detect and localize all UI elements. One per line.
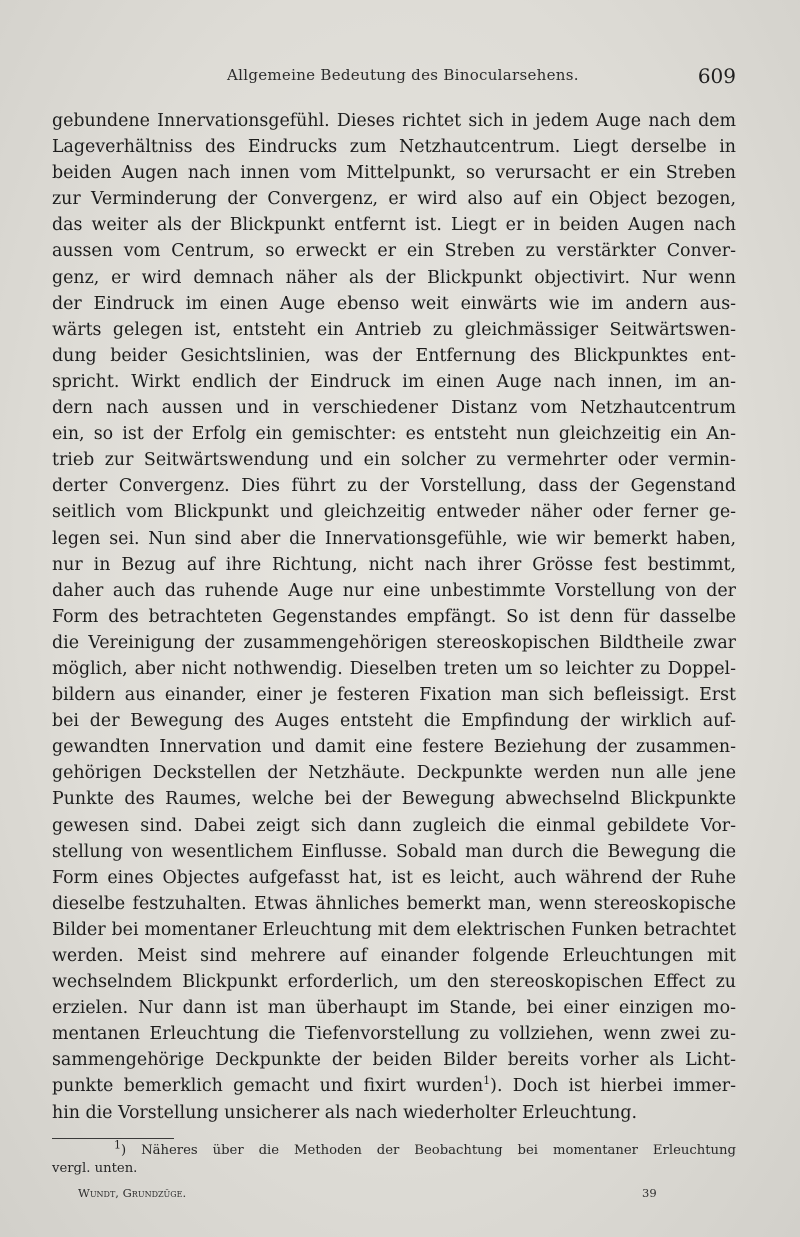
text-line: bildern aus einander, einer je festeren Fixation man sich befleissigt. Erst [52,685,736,706]
text-line: die Vereinigung der zusammengehörigen stereoskopischen Bildtheile zwar [52,632,736,653]
footnote-line: vergl. unten. [52,1161,138,1176]
text-line: erzielen. Nur dann ist man überhaupt im Stande, bei einer einzigen mo- [52,998,736,1019]
footnote-text: ) Näheres über die Methoden der Beobachtung bei momentaner Erleuchtung [121,1143,736,1158]
text-line-with-footnote-ref [52,1073,736,1099]
text-line: Form des betrachteten Gegenstandes empfängt. So ist denn für dasselbe [52,606,736,627]
text-line: nur in Bezug auf ihre Richtung, nicht nach ihrer Grösse fest bestimmt, [52,554,736,575]
text-line: der Eindruck im einen Auge ebenso weit einwärts wie im andern aus- [52,293,736,314]
text-line: gewesen sind. Dabei zeigt sich dann zugleich die einmal gebildete Vor- [52,815,736,836]
page-footer [52,1186,736,1206]
text-line: dung beider Gesichtslinien, was der Entfernung des Blickpunktes ent- [52,345,736,366]
text-line-head: punkte bemerklich gemacht und fixirt wurden [52,1076,484,1097]
text-line: gewandten Innervation und damit eine festere Beziehung der zusammen- [52,737,736,758]
text-line: spricht. Wirkt endlich der Eindruck im einen Auge nach innen, im an- [52,371,736,392]
text-line: Lageverhältniss des Eindrucks zum Netzhautcentrum. Liegt derselbe in [52,137,736,158]
text-line: wechselndem Blickpunkt erforderlich, um den stereoskopischen Effect zu [52,972,736,993]
text-line-tail: ). Doch ist hierbei immer- [490,1076,736,1097]
text-line-last: hin die Vorstellung unsicherer als nach wiederholter Erleuchtung. [52,1102,638,1123]
text-line: beiden Augen nach innen vom Mittelpunkt, so verursacht er ein Streben [52,163,736,184]
text-line: mentanen Erleuchtung die Tiefenvorstellung zu vollziehen, wenn zwei zu- [52,1024,736,1045]
text-line: zur Verminderung der Convergenz, er wird also auf ein Object bezogen, [52,189,736,210]
text-line: möglich, aber nicht nothwendig. Dieselben treten um so leichter zu Doppel- [52,658,736,679]
footnote [52,1138,736,1178]
page-number: 609 [697,64,736,88]
footnote-reference[interactable]: 1 [483,1074,491,1088]
text-line: trieb zur Seitwärtswendung und ein solcher zu vermehrter oder vermin- [52,450,736,471]
page-header [52,64,736,94]
text-line: werden. Meist sind mehrere auf einander folgende Erleuchtungen mit [52,946,736,966]
running-title: Allgemeine Bedeutung des Binocularsehens. [227,66,579,84]
footnote-divider [52,1138,174,1139]
text-line: gehörigen Deckstellen der Netzhäute. Deckpunkte werden nun alle jene [52,763,736,784]
text-line: stellung von wesentlichem Einflusse. Sobald man durch die Bewegung die [52,841,736,862]
text-line: daher auch das ruhende Auge nur eine unbestimmte Vorstellung von der [52,580,736,601]
text-line: wärts gelegen ist, entsteht ein Antrieb zu gleichmässiger Seitwärtswen- [52,319,736,340]
text-line: genz, er wird demnach näher als der Blickpunkt objectivirt. Nur wenn [52,267,736,288]
text-line: dern nach aussen und in verschiedener Distanz vom Netzhautcentrum [52,398,736,419]
footnote-marker: 1 [114,1138,121,1152]
text-line: bei der Bewegung des Auges entsteht die Empfindung der wirklich auf- [52,711,736,732]
text-line: Punkte des Raumes, welche bei der Bewegung abwechselnd Blickpunkte [52,789,736,810]
text-line: legen sei. Nun sind aber die Innervationsgefühle, wie wir bemerkt haben, [52,528,736,549]
text-line: gebundene Innervationsgefühl. Dieses richtet sich in jedem Auge nach dem [52,111,736,131]
text-line: seitlich vom Blickpunkt und gleichzeitig entweder näher oder ferner ge- [52,502,736,523]
text-line: derter Convergenz. Dies führt zu der Vorstellung, dass der Gegenstand [52,476,736,497]
text-line: Form eines Objectes aufgefasst hat, ist es leicht, auch während der Ruhe [52,867,736,888]
text-line: sammengehörige Deckpunkte der beiden Bilder bereits vorher als Licht- [52,1050,736,1071]
text-line: dieselbe festzuhalten. Etwas ähnliches bemerkt man, wenn stereoskopische [52,893,736,914]
footnote-line [52,1138,736,1160]
body-text [52,108,736,1126]
text-line: aussen vom Centrum, so erweckt er ein Streben zu verstärkter Conver- [52,241,736,262]
footer-signature: 39 [642,1186,657,1200]
text-line: Bilder bei momentaner Erleuchtung mit dem elektrischen Funken betrachtet [52,919,736,940]
text-line: das weiter als der Blickpunkt entfernt ist. Liegt er in beiden Augen nach [52,215,736,236]
footer-author-title: Wundt, Grundzüge. [78,1186,187,1200]
text-line: ein, so ist der Erfolg ein gemischter: es entsteht nun gleichzeitig ein An- [52,424,736,445]
